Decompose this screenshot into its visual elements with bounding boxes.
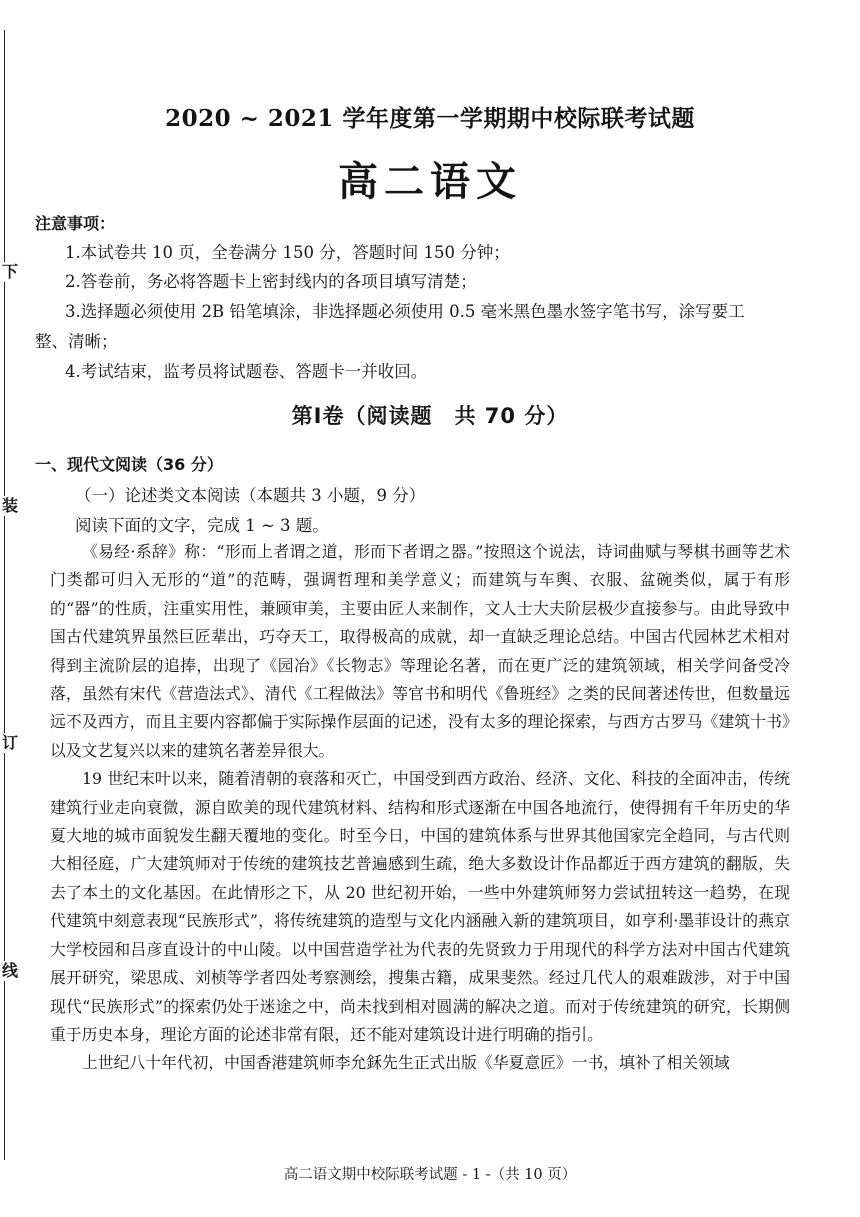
notice-item: [65, 243, 825, 263]
binding-char-ding: 订: [2, 733, 19, 752]
part-heading: 一、现代文阅读（36 分）: [35, 455, 223, 474]
passage-paragraph: 《易经·系辞》称：“形而上者谓之道，形而下者谓之器。”按照这个说法，诗词曲赋与琴棋书画等艺术门类都可归入无形的“道”的范畴，强调哲理和美学意义；而建筑与车舆、衣服、盆碗类似，属于有形的“器”的性质，注重实用性，兼顾审美，主要由匠人来制作，文人士大夫阶层极少直接参与。由此导致中国古代建筑界虽然巨匠辈出，巧夺天工，取得极高的成就，却一直缺乏理论总结。中国古代园林艺术相对得到主流阶层的追捧，出现了《园冶》《长物志》等理论名著，而在更广泛的建筑领域，相关学问备受冷落，虽然有宋代《营造法式》、清代《工程做法》等官书和明代《鲁班经》之类的民间著述传世，但数量远远不及西方，而且主要内容都偏于实际操作层面的记述，没有太多的理论探索，与西方古罗马《建筑十书》以及文艺复兴以来的建筑名著差异很大。: [50, 542, 790, 760]
notice-item-number: 2.: [65, 272, 81, 291]
passage-paragraph: 上世纪八十年代初，中国香港建筑师李允鉌先生正式出版《华夏意匠》一书，填补了相关领域: [82, 1053, 730, 1073]
notice-item-text: 考试结束，监考员将试题卷、答题卡一并收回。: [80, 362, 428, 381]
page-footer: 高二语文期中校际联考试题 - 1 -（共 10 页）: [283, 1167, 577, 1183]
notice-item-text: 整、清晰；: [35, 332, 118, 351]
notice-item-number: 4.: [65, 362, 81, 381]
notice-item-text: 答卷前，务必将答题卡上密封线内的各项目填写清楚；: [80, 272, 477, 291]
notice-item-text: 选择题必须使用 2B 铅笔填涂，非选择题必须使用 0.5 毫米黑色墨水签字笔书写，涂写要工: [80, 302, 745, 321]
notice-item: [65, 362, 825, 382]
section-title: 第Ⅰ卷（阅读题 共 70 分）: [291, 404, 569, 428]
subject-title: 高二语文: [338, 158, 522, 205]
binding-char-xian: 线: [2, 961, 19, 980]
notice-item-number: 1.: [65, 243, 81, 262]
notice-heading: 注意事项：: [35, 214, 116, 233]
sub-heading: （一）论述类文本阅读（本题共 3 小题，9 分）: [75, 486, 426, 505]
notice-item-number: 3.: [65, 302, 81, 321]
notice-item: [65, 272, 825, 292]
notice-item: [65, 302, 825, 322]
binding-char-xia: 下: [2, 262, 19, 281]
passage-paragraph: 19 世纪末叶以来，随着清朝的衰落和灭亡，中国受到西方政治、经济、文化、科技的全面冲击，传统建筑行业走向衰微，源自欧美的现代建筑材料、结构和形式逐渐在中国各地流行，使得拥有千年历史的华夏大地的城市面貌发生翻天覆地的变化。时至今日，中国的建筑体系与世界其他国家完全趋同，与古代则大相径庭，广大建筑师对于传统的建筑技艺普遍感到生疏，绝大多数设计作品都近于西方建筑的翻版，失去了本土的文化基因。在此情形之下，从 20 世纪初开始，一些中外建筑师努力尝试扭转这一趋势，在现代建筑中刻意表现“民族形式”，将传统建筑的造型与文化内涵融入新的建筑项目，如亨利·墨菲设计的燕京大学校园和吕彦直设计的中山陵。以中国营造学社为代表的先贤致力于用现代的科学方法对中国古代建筑展开研究，梁思成、刘桢等学者四处考察测绘，搜集古籍，成果斐然。经过几代人的艰难跋涉，对于中国现代“民族形式”的探索仍处于迷途之中，尚未找到相对圆满的解决之道。而对于传统建筑的研究，长期侧重于历史本身，理论方面的论述非常有限，还不能对建筑设计进行明确的指引。: [50, 769, 790, 1044]
binding-char-zhuang: 装: [2, 496, 19, 515]
exam-title: 2020 ~ 2021 学年度第一学期期中校际联考试题: [165, 105, 695, 132]
reading-passage: [50, 538, 790, 1078]
notice-item-text: 本试卷共 10 页，全卷满分 150 分，答题时间 150 分钟；: [80, 243, 510, 262]
notice-item: [35, 332, 795, 352]
reading-instruction: 阅读下面的文字，完成 1 ~ 3 题。: [75, 516, 329, 535]
